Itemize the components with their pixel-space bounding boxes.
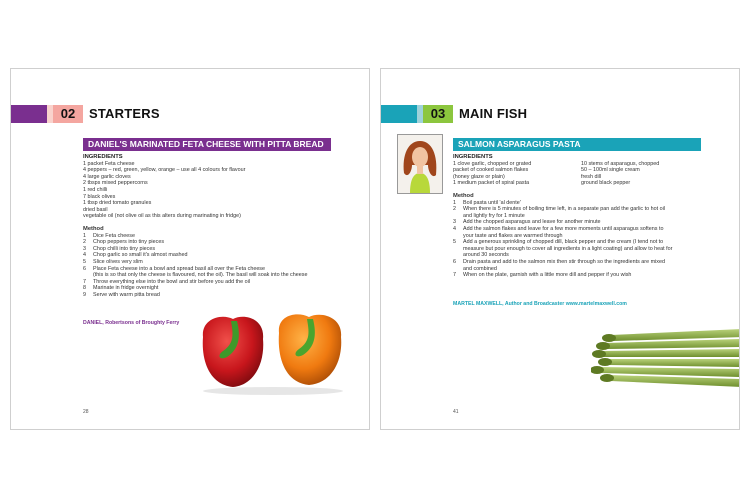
step-text: Dice Feta cheese bbox=[93, 232, 135, 239]
step-text: When there is 5 minutes of boiling time left, in a separate pan add the garlic to hot oil bbox=[463, 206, 665, 213]
step-number: 8 bbox=[83, 285, 86, 292]
method-step bbox=[453, 272, 733, 279]
ingredient-line: (honey glaze or plain) bbox=[453, 173, 505, 180]
step-text: Chop chilli into tiny pieces bbox=[93, 245, 156, 252]
step-number: 4 bbox=[83, 252, 86, 259]
method-step bbox=[83, 272, 363, 279]
step-text: (this is so that only the cheese is flavoured, not the oil). The basil will soak into the cheese bbox=[93, 272, 308, 279]
method-step bbox=[83, 233, 363, 240]
asparagus-tips bbox=[591, 334, 616, 382]
step-number: 1 bbox=[453, 199, 456, 206]
ingredient-line: 1 red chilli bbox=[83, 186, 108, 193]
ingredient-line: 50 – 100ml single cream bbox=[581, 167, 640, 174]
step-text: and lightly fry for 1 minute bbox=[463, 212, 525, 219]
step-number: 5 bbox=[453, 239, 456, 246]
method-step bbox=[453, 259, 733, 266]
method-step bbox=[453, 239, 733, 246]
ingredient-line: 1 medium packet of spiral pasta bbox=[453, 180, 530, 187]
left-page bbox=[10, 68, 370, 430]
step-number bbox=[83, 272, 93, 279]
section-title: STARTERS bbox=[89, 106, 160, 121]
page-number: 28 bbox=[83, 409, 89, 415]
ingredient-line: 4 peppers – red, green, yellow, orange – use all 4 colours for flavour bbox=[83, 167, 246, 174]
ingredient-line: 10 stems of asparagus, chopped bbox=[581, 160, 660, 167]
recipe-credit: MARTEL MAXWELL, Author and Broadcaster www.martelmaxwell.com bbox=[453, 301, 627, 307]
step-text: measure but pour enough to cover all ingredients in a light coating) and allow to heat for bbox=[463, 245, 673, 252]
step-number bbox=[453, 246, 463, 253]
asparagus-photo bbox=[591, 327, 740, 391]
recipe-credit: DANIEL, Robertsons of Broughty Ferry bbox=[83, 320, 180, 326]
author-portrait bbox=[397, 134, 443, 194]
step-text: Add the salmon flakes and leave for a few more moments until asparagus softens to bbox=[463, 225, 664, 232]
step-text: Slice olives very slim bbox=[93, 258, 143, 265]
page-number: 41 bbox=[453, 409, 459, 415]
step-number: 3 bbox=[453, 219, 456, 226]
section-number: 03 bbox=[423, 105, 453, 123]
method-step bbox=[83, 239, 363, 246]
step-text: Place Feta cheese into a bowl and spread basil all over the Feta cheese bbox=[93, 265, 266, 272]
method-step bbox=[453, 266, 733, 273]
step-text: Add the chopped asparagus and leave for another minute bbox=[463, 219, 601, 226]
method-step bbox=[83, 246, 363, 253]
ingredient-line: 1 packet Feta cheese bbox=[83, 160, 135, 167]
section-title: MAIN FISH bbox=[459, 106, 528, 121]
method-step bbox=[83, 292, 363, 299]
method-step bbox=[453, 252, 733, 259]
step-text: Chop peppers into tiny pieces bbox=[93, 239, 165, 246]
step-number: 6 bbox=[453, 258, 456, 265]
ingredients-heading: INGREDIENTS bbox=[453, 154, 493, 160]
step-text: Serve with warm pitta bread bbox=[93, 291, 160, 298]
section-bar-right bbox=[381, 105, 417, 123]
ingredient-line: packet of cooked salmon flakes bbox=[453, 167, 529, 174]
step-number: 7 bbox=[83, 278, 86, 285]
recipe-title: DANIEL'S MARINATED FETA CHEESE WITH PITTA BREAD bbox=[83, 138, 331, 151]
step-text: Marinate in fridge overnight bbox=[93, 285, 159, 292]
method-step bbox=[453, 246, 733, 253]
method-step bbox=[453, 206, 733, 213]
method-step bbox=[453, 200, 733, 207]
ingredient-line: dried basil bbox=[83, 206, 108, 213]
step-text: Add a generous sprinkling of chopped dill, black pepper and the cream (I tend not to bbox=[463, 239, 664, 246]
step-number bbox=[453, 213, 463, 220]
recipe-body bbox=[453, 154, 733, 279]
step-number: 3 bbox=[83, 245, 86, 252]
step-number: 1 bbox=[83, 232, 86, 239]
asparagus-stems bbox=[599, 329, 740, 387]
step-text: Throw everything else into the bowl and stir before you add the oil bbox=[93, 278, 251, 285]
method-step bbox=[83, 279, 363, 286]
ingredients-column-1 bbox=[453, 161, 581, 187]
step-number: 9 bbox=[83, 291, 86, 298]
step-number: 7 bbox=[453, 272, 456, 279]
step-number bbox=[453, 233, 463, 240]
ingredient-line: 1 tbsp dried tomato granules bbox=[83, 200, 152, 207]
ingredient-line: vegetable oil (not olive oil as this alters during marinating in fridge) bbox=[83, 213, 241, 220]
method-step bbox=[453, 233, 733, 240]
method-heading: Method bbox=[453, 192, 474, 199]
ingredient-line: 1 clove garlic, chopped or grated bbox=[453, 160, 532, 167]
section-bar-left bbox=[11, 105, 47, 123]
right-page bbox=[380, 68, 740, 430]
step-number: 6 bbox=[83, 265, 86, 272]
recipe-title: SALMON ASPARAGUS PASTA bbox=[453, 138, 701, 151]
peppers-photo bbox=[193, 307, 353, 397]
method-step bbox=[83, 285, 363, 292]
step-text: Chop garlic so small it's almost mashed bbox=[93, 252, 188, 259]
section-number: 02 bbox=[53, 105, 83, 123]
step-number: 2 bbox=[83, 239, 86, 246]
ingredient-line: ground black pepper bbox=[581, 180, 631, 187]
step-number: 4 bbox=[453, 225, 456, 232]
step-text: When on the plate, garnish with a little more dill and pepper if you wish bbox=[463, 272, 632, 279]
method-step bbox=[83, 259, 363, 266]
step-text: Boil pasta until 'al dente' bbox=[463, 199, 521, 206]
step-number: 5 bbox=[83, 258, 86, 265]
method-step bbox=[453, 226, 733, 233]
recipe-body bbox=[83, 154, 363, 298]
step-text: Drain pasta and add to the salmon mix then stir through so the ingredients are mixed bbox=[463, 258, 665, 265]
step-number bbox=[453, 252, 463, 259]
step-number bbox=[453, 266, 463, 273]
method-step bbox=[83, 266, 363, 273]
method-step bbox=[83, 252, 363, 259]
ingredient-line: 7 black olives bbox=[83, 193, 116, 200]
ingredient-line: fresh dill bbox=[581, 173, 602, 180]
ingredient-line: 2 tbsps mixed peppercorns bbox=[83, 180, 148, 187]
method-step bbox=[453, 213, 733, 220]
method-step bbox=[453, 219, 733, 226]
step-number: 2 bbox=[453, 206, 456, 213]
step-text: your taste and flakes are warmed through bbox=[463, 232, 563, 239]
ingredient-line: 4 large garlic cloves bbox=[83, 173, 131, 180]
step-text: and combined bbox=[463, 265, 497, 272]
ingredients-heading: INGREDIENTS bbox=[83, 154, 123, 160]
step-text: around 30 seconds bbox=[463, 252, 509, 259]
pepper-shadow bbox=[203, 387, 343, 395]
ingredients-column-2 bbox=[581, 161, 659, 187]
method-heading: Method bbox=[83, 225, 104, 232]
